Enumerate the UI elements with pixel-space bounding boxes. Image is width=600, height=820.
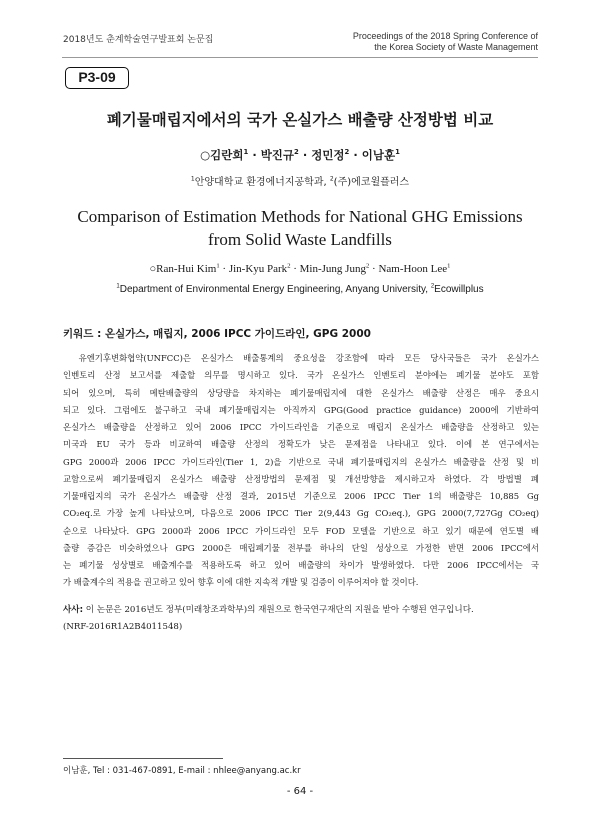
- abstract-line: 가 배출계수의 적용을 권고하고 있어 향후 이에 대한 지속적 개발 및 검증이 이루어져야 할 것이다.: [63, 577, 419, 588]
- abstract: [63, 350, 539, 592]
- affiliation: (주)에코윌플러스: [333, 177, 410, 188]
- abstract-line: 온실가스 배출량을 산정하고 있어 2006 IPCC 가이드라인을 기준으로 매립지 온실가스 배출량을 산정하고 있는: [63, 422, 539, 432]
- keywords: 키워드 : 온실가스, 매립지, 2006 IPCC 가이드라인, GPG 2000: [63, 328, 371, 340]
- header-rule: [62, 57, 538, 58]
- author-affil-mark: 1: [243, 148, 249, 157]
- author-name: 이남훈: [361, 148, 396, 162]
- english-title: [0, 205, 600, 251]
- english-title-line2: from Solid Waste Landfills: [208, 230, 392, 249]
- author-name: Min-Jung Jung: [299, 263, 366, 275]
- author-separator: ·: [369, 263, 379, 275]
- author-name: 정민정: [311, 148, 345, 162]
- paper-id-badge: P3-09: [65, 67, 129, 89]
- abstract-line: 기물매립지의 국가 온실가스 배출량 산정 결과, 2015년 기준으로 2006 IPCC Tier 1의 배출량은 10,885 Gg: [63, 491, 539, 501]
- abstract-line: CO₂eq.로 가장 높게 나타났으며, 다음으로 2006 IPCC Tier 2(9,443 Gg CO₂eq.), GPG 2000(7,727Gg CO₂eq): [63, 508, 539, 519]
- footnote-rule: [63, 758, 223, 759]
- abstract-line: 교함으로써 폐기물매립지 온실가스 배출량 산정방법의 문제점 및 개선방향을 제시하고자 하였다. 각 방법별 폐: [63, 473, 539, 484]
- author-affil-mark: 2: [287, 262, 291, 270]
- korean-title: 폐기물매립지에서의 국가 온실가스 배출량 산정방법 비교: [106, 111, 494, 129]
- author-affil-mark: 1: [216, 262, 220, 270]
- running-header-right: [288, 31, 538, 53]
- english-authors: [0, 263, 600, 275]
- running-header-right-line2: the Korea Society of Waste Management: [374, 42, 538, 52]
- affiliation: Department of Environmental Energy Engineering, Anyang University,: [119, 284, 429, 295]
- affiliation: Ecowillplus: [434, 284, 484, 295]
- author-name: Jin-Kyu Park: [228, 263, 288, 275]
- abstract-line: GPG 2000과 2006 IPCC 가이드라인(Tier 1, 2)을 기반으로 국내 폐기물매립지의 온실가스 배출량을 산정 및 비: [63, 456, 539, 467]
- running-header-left: 2018년도 춘계학술연구발표회 논문집: [63, 35, 214, 45]
- abstract-line: 미국과 EU 국가 등과 비교하여 배출량 산정의 정확도가 낮은 문제점을 나타내고 있다. 이에 본 연구에서는: [63, 439, 539, 450]
- author-affil-mark: 2: [294, 148, 299, 157]
- acknowledgement-text: 이 논문은 2016년도 정부(미래창조과학부)의 재원으로 한국연구재단의 지원을 받아 수행된 연구입니다.: [83, 605, 474, 615]
- affil-mark: 1: [116, 283, 120, 290]
- abstract-line: 유엔기후변화협약(UNFCC)은 온실가스 배출통계의 중요성을 강조함에 따라 모든 당사국들은 국가 온실가스: [63, 353, 539, 363]
- korean-authors: [0, 147, 600, 163]
- abstract-line: 순으로 나타났다. GPG 2000과 2006 IPCC 가이드라인 모두 FOD 모델을 기반으로 하고 있기 때문에 연도별 배: [63, 525, 539, 536]
- author-name: 박진규: [260, 148, 295, 162]
- author-affil-mark: 1: [447, 262, 451, 270]
- affiliation: 안양대학교 환경에너지공학과,: [194, 177, 327, 188]
- author-separator: ·: [248, 148, 261, 162]
- running-header-right-line1: Proceedings of the 2018 Spring Conference of: [352, 31, 538, 41]
- abstract-line: 되어 있으며, 특히 메탄배출량의 상당량을 차지하는 폐기물매립지에 대한 온실가스 배출량 산정은 매우 중요시: [63, 387, 539, 398]
- acknowledgement-line: [63, 602, 539, 619]
- author-affil-mark: 2: [344, 148, 350, 157]
- author-separator: ·: [290, 263, 300, 275]
- abstract-line: 출량 증감은 비슷하였으나 GPG 2000은 매립폐기물 전부를 하나의 단일 성상으로 가정한 반면 2006 IPCC에서: [63, 542, 539, 553]
- author-separator: ·: [219, 263, 229, 275]
- english-affiliations: [0, 284, 600, 295]
- author-separator: ·: [298, 148, 312, 162]
- author-affil-mark: 1: [395, 148, 400, 157]
- corresponding-author-footnote: 이남훈, Tel : 031-467-0891, E-mail : nhlee@anyang.ac.kr: [63, 766, 301, 776]
- author-affil-mark: 2: [365, 262, 370, 270]
- author-name: ○Ran-Hui Kim: [149, 263, 217, 275]
- korean-affiliations: [0, 173, 600, 188]
- abstract-line: 되고 있다. 그럼에도 불구하고 국내 폐기물매립지는 아직까지 GPG(Good practice guidance) 2000에 기반하여: [63, 404, 539, 415]
- acknowledgement: [63, 602, 539, 636]
- acknowledgement-label: 사사:: [63, 605, 84, 615]
- author-name: Nam-Hoon Lee: [378, 263, 448, 275]
- english-title-line1: Comparison of Estimation Methods for National GHG Emissions: [77, 207, 523, 226]
- page-number: - 64 -: [286, 786, 314, 797]
- affil-mark: 2: [329, 175, 334, 183]
- abstract-line: 는 폐기물 성상별로 배출계수를 적용하도록 하고 있어 배출량의 차이가 발생하였다. 다만 2006 IPCC에서는 국: [63, 560, 539, 570]
- affil-mark: 2: [430, 283, 435, 290]
- affil-mark: 1: [190, 175, 195, 183]
- author-separator: ·: [349, 148, 362, 162]
- author-name: ○김란희: [200, 148, 244, 162]
- abstract-line: 인벤토리 산정 보고서를 제출할 의무를 명시하고 있다. 국가 온실가스 인벤토리 분야에는 폐기물 분야도 포함: [63, 370, 539, 381]
- acknowledgement-grant: (NRF-2016R1A2B4011548): [63, 622, 183, 632]
